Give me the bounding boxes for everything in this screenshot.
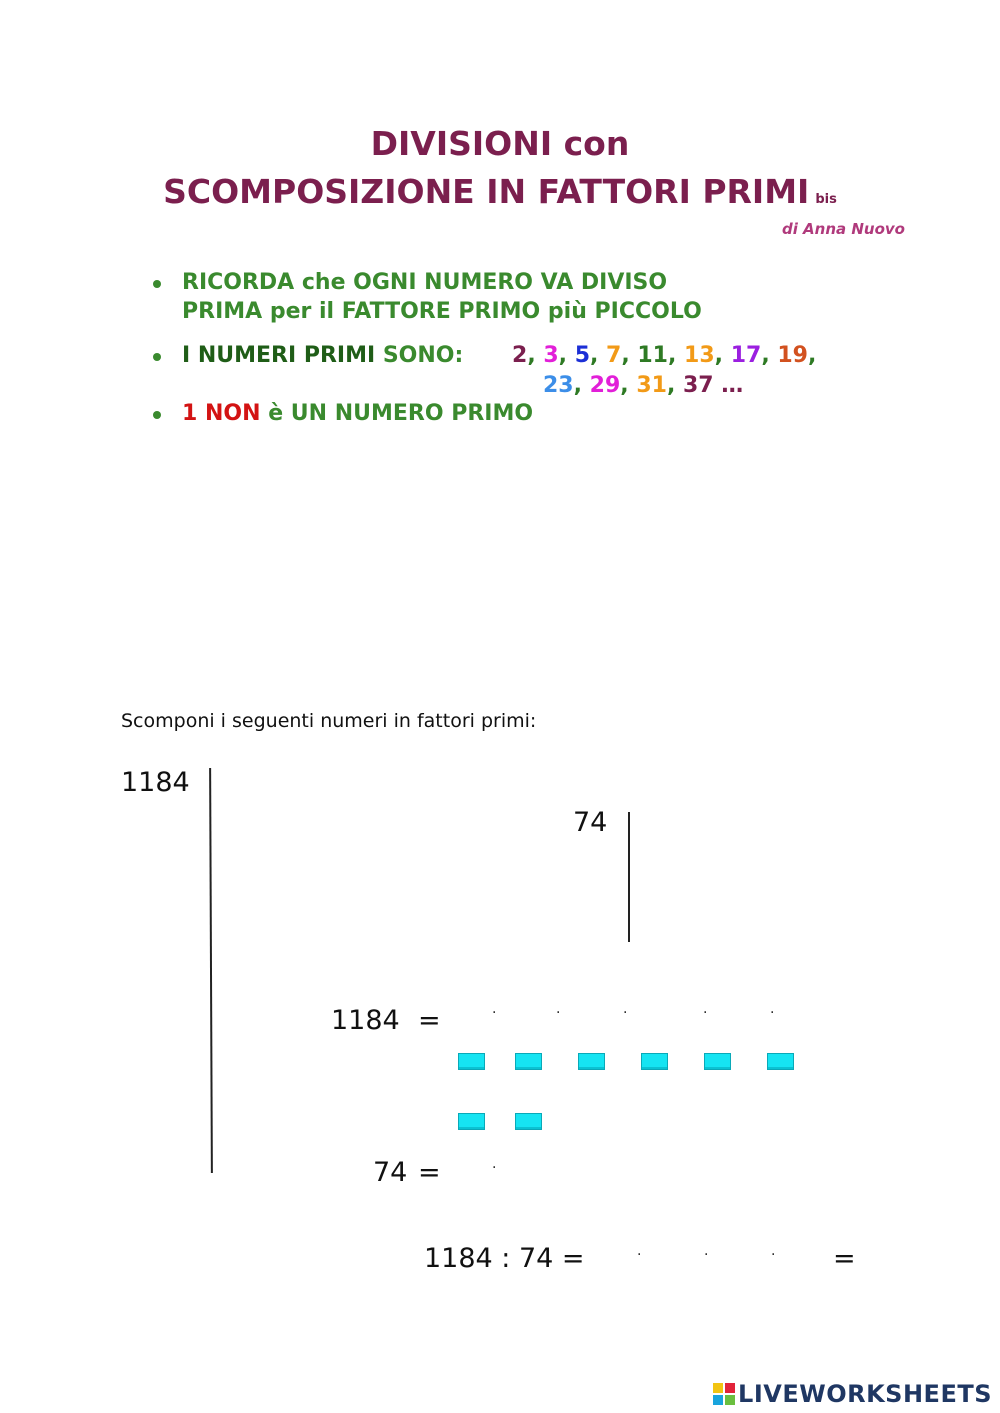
division-line-1184 [209, 768, 213, 1173]
prime-3: 3 [543, 343, 559, 368]
prime-23: 23 [543, 373, 574, 398]
rule-1-line-2: PRIMA per il FATTORE PRIMO più PICCOLO [182, 299, 702, 324]
answer-box-1[interactable] [458, 1053, 485, 1070]
bullet-dot-3 [153, 411, 161, 419]
bullet-dot-2 [153, 353, 161, 361]
prime-2: 2 [512, 343, 528, 368]
eq1-equals: = [418, 1005, 441, 1036]
prime-separator: , [714, 343, 731, 368]
primes-label-b: SONO: [382, 343, 464, 368]
title-main: SCOMPOSIZIONE IN FATTORI PRIMI [163, 172, 810, 211]
eq1-dot-2: · [556, 1005, 561, 1021]
answer-box-2[interactable] [515, 1053, 542, 1070]
rule-3-number: 1 [182, 401, 198, 426]
answer-box-4[interactable] [641, 1053, 668, 1070]
prime-separator: , [573, 373, 590, 398]
prime-29: 29 [589, 373, 621, 398]
answer-box-6[interactable] [767, 1053, 794, 1070]
answer-box-7[interactable] [458, 1113, 485, 1130]
rule-3-rest: è UN NUMERO PRIMO [268, 401, 534, 426]
liveworksheets-logo [713, 1380, 992, 1408]
div-dot-3: · [771, 1247, 776, 1263]
answer-box-3[interactable] [578, 1053, 605, 1070]
number-1184: 1184 [121, 767, 190, 798]
prime-separator: , [668, 343, 685, 368]
eq1-dot-3: · [623, 1005, 628, 1021]
prime-11: 11 [637, 343, 668, 368]
prime-separator: , [558, 343, 575, 368]
prime-7: 7 [606, 343, 622, 368]
author-credit: di Anna Nuovo [781, 220, 905, 238]
answer-box-8[interactable] [515, 1113, 542, 1130]
prime-31: 31 [636, 373, 667, 398]
primes-list-row-1 [512, 343, 816, 368]
primes-label [182, 343, 463, 368]
eq2-equals: = [418, 1157, 441, 1188]
rule-3-non: NON [204, 401, 261, 426]
prime-37: 37 [682, 373, 714, 398]
div-dot-2: · [704, 1247, 709, 1263]
prime-separator: , [620, 373, 637, 398]
eq1-dot-5: · [770, 1005, 775, 1021]
eq2-dot: · [492, 1160, 497, 1176]
rule-3 [182, 401, 533, 426]
prime-13: 13 [684, 343, 715, 368]
bullet-dot-1 [153, 280, 161, 288]
primes-label-a: I NUMERI PRIMI [182, 343, 376, 368]
logo-badge-icon [713, 1383, 735, 1405]
rule-1-line-1: RICORDA che OGNI NUMERO VA DIVISO [182, 270, 668, 295]
number-74: 74 [573, 807, 608, 838]
prime-19: 19 [777, 343, 808, 368]
eq1-dot-4: · [703, 1005, 708, 1021]
final-equals: = [833, 1243, 856, 1274]
eq2-left: 74 [373, 1157, 408, 1188]
division-line-74 [628, 812, 630, 942]
prime-separator: , [527, 343, 544, 368]
eq1-left: 1184 [331, 1005, 400, 1036]
title-suffix: bis [815, 192, 837, 207]
exercise-instruction: Scomponi i seguenti numeri in fattori primi: [121, 710, 537, 732]
primes-list-row-2 [543, 373, 743, 398]
prime-separator: , [807, 343, 817, 368]
prime-5: 5 [574, 343, 590, 368]
prime-separator: , [590, 343, 607, 368]
title-line-2 [0, 172, 1000, 211]
prime-separator: , [761, 343, 778, 368]
primes-ellipsis: … [721, 373, 744, 398]
prime-separator: , [621, 343, 638, 368]
div-dot-1: · [637, 1247, 642, 1263]
prime-17: 17 [730, 343, 762, 368]
eq1-dot-1: · [492, 1005, 497, 1021]
title-line-1: DIVISIONI con [370, 124, 630, 163]
logo-text: LIVEWORKSHEETS [738, 1380, 992, 1408]
prime-separator: , [666, 373, 683, 398]
division-expression: 1184 : 74 = [424, 1243, 585, 1274]
answer-box-5[interactable] [704, 1053, 731, 1070]
